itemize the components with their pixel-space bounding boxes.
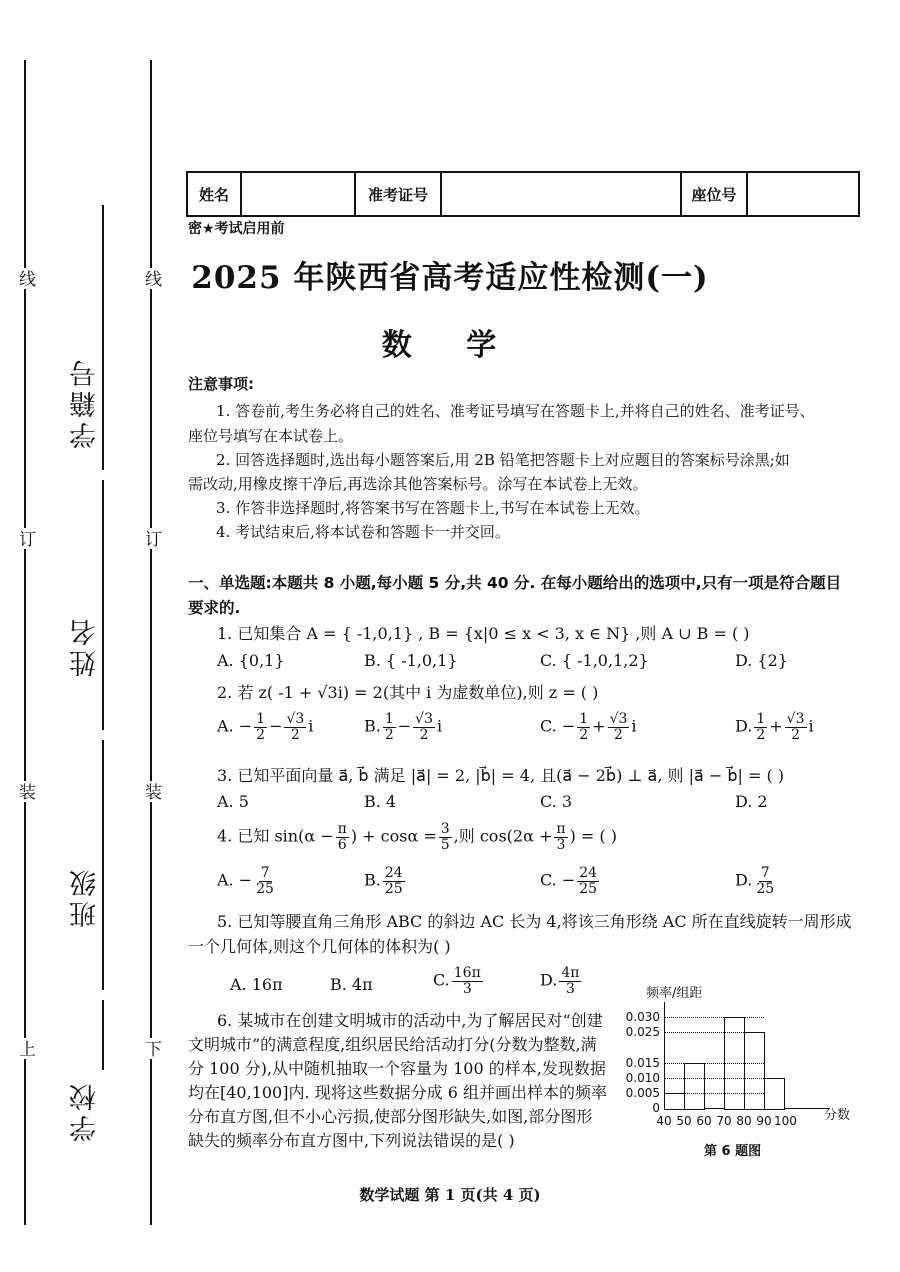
- binding-label: 线: [141, 270, 161, 287]
- fraction: [383, 712, 396, 742]
- fraction: [577, 866, 599, 896]
- y-gridline: [664, 1017, 764, 1018]
- numerator: 24: [384, 865, 403, 881]
- fraction: [254, 866, 276, 896]
- notice-line: 2. 回答选择题时,选出每小题答案后,用 2B 铅笔把答题卡上对应题目的答案标号涂黑;如: [216, 451, 790, 469]
- option-d[interactable]: D. 2: [735, 792, 768, 811]
- question-3-stem: 3. 已知平面向量 a⃗, b⃗ 满足 |a⃗| = 2, |b⃗| = 4, 且(a⃗ − 2b⃗) ⊥ a⃗, 则 |a⃗ − b⃗| = ( ): [217, 766, 785, 785]
- denominator: 3: [556, 836, 566, 853]
- option-prefix: D.: [540, 970, 558, 990]
- question-6-stem: 分布直方图,但不小心污损,使部分图形缺失,如图,部分图形: [188, 1107, 593, 1126]
- denominator: 2: [419, 726, 429, 743]
- option-prefix: C. −: [540, 870, 576, 890]
- numerator: 1: [256, 711, 266, 727]
- y-axis-label: 频率/组距: [646, 986, 703, 1001]
- fraction: [452, 966, 483, 996]
- numerator: √3: [415, 711, 433, 727]
- option-c[interactable]: C. { -1,0,1,2}: [540, 651, 649, 670]
- x-tick-label: 60: [696, 1114, 712, 1128]
- fraction: [754, 712, 767, 742]
- numerator: √3: [786, 711, 805, 727]
- histogram-bar-40-50: [664, 1093, 685, 1110]
- option-b[interactable]: B. 4: [364, 792, 397, 811]
- fraction: [254, 712, 267, 742]
- numerator: 1: [579, 711, 589, 727]
- option-a[interactable]: A. {0,1}: [217, 651, 285, 670]
- question-6-stem: 缺失的频率分布直方图中,下列说法错误的是( ): [188, 1131, 515, 1150]
- question-4-stem: [217, 822, 617, 852]
- numerator: 24: [579, 865, 598, 881]
- binding-label: 下: [141, 1040, 161, 1057]
- school-label: 学校: [70, 1080, 101, 1142]
- option-c[interactable]: [433, 966, 485, 996]
- fraction: [284, 712, 306, 742]
- student-id-label: 学籍号: [70, 356, 101, 449]
- option-d[interactable]: [735, 712, 814, 742]
- x-tick-label: 40: [656, 1114, 672, 1128]
- option-a[interactable]: [217, 866, 278, 896]
- denominator: 25: [756, 880, 775, 897]
- option-a[interactable]: A. 5: [217, 792, 249, 811]
- denominator: 2: [614, 726, 623, 743]
- x-tick-label: 70: [716, 1114, 732, 1128]
- fraction: [559, 966, 581, 996]
- class-label: 班级: [70, 866, 101, 928]
- x-tick-label: 80: [736, 1114, 752, 1128]
- plus-sign: +: [769, 716, 783, 736]
- imag-unit: i: [631, 716, 637, 736]
- denominator: 25: [579, 880, 598, 897]
- x-tick-label: 90: [756, 1114, 772, 1128]
- fraction: [754, 866, 776, 896]
- numerator: √3: [286, 711, 305, 727]
- minus-sign: −: [397, 716, 412, 736]
- notice-line: 3. 作答非选择题时,将答案书写在答题卡上,书写在本试卷上无效。: [216, 499, 650, 517]
- fraction: [439, 822, 452, 852]
- x-axis-label: 分数: [824, 1108, 851, 1123]
- ticket-field[interactable]: [442, 173, 682, 215]
- minus-sign: −: [269, 716, 283, 736]
- option-b[interactable]: B. 4π: [330, 975, 373, 994]
- numerator: √3: [609, 711, 628, 727]
- denominator: 2: [579, 726, 589, 743]
- binding-label: 订: [15, 530, 35, 547]
- fraction: [336, 822, 349, 852]
- option-c[interactable]: C. 3: [540, 792, 573, 811]
- option-prefix: A. −: [217, 716, 253, 736]
- x-tick-label: 50: [676, 1114, 692, 1128]
- page-footer: 数学试题 第 1 页(共 4 页): [359, 1186, 541, 1204]
- page-title: 2025 年陕西省高考适应性检测(一): [191, 260, 709, 296]
- numerator: 7: [260, 865, 270, 881]
- section-heading: 一、单选题:本题共 8 小题,每小题 5 分,共 40 分. 在每小题给出的选项中,只有一项是符合题目: [188, 574, 842, 592]
- option-a[interactable]: A. 16π: [230, 975, 283, 994]
- option-d[interactable]: D. {2}: [735, 651, 788, 670]
- option-c[interactable]: [540, 866, 601, 896]
- class-field[interactable]: [102, 740, 104, 990]
- question-5-stem: 一个几何体,则这个几何体的体积为( ): [188, 937, 451, 956]
- subject-title: 数 学: [381, 328, 519, 363]
- secret-mark: 密★考试启用前: [188, 221, 285, 237]
- option-prefix: D.: [735, 870, 753, 890]
- y-gridline: [664, 1078, 764, 1079]
- denominator: 6: [337, 836, 347, 853]
- option-prefix: B.: [364, 716, 381, 736]
- denominator: 2: [756, 726, 766, 743]
- question-2-stem: 2. 若 z( -1 + √3i) = 2(其中 i 为虚数单位),则 z = ( ): [217, 683, 599, 702]
- option-b[interactable]: [364, 712, 442, 742]
- candidate-info-bar: [186, 171, 860, 217]
- plus-sign: +: [592, 716, 606, 736]
- numerator: 1: [384, 711, 394, 727]
- numerator: 16π: [453, 965, 481, 981]
- denominator: 2: [290, 726, 300, 743]
- y-tick-label: 0.030: [625, 1010, 660, 1025]
- fraction: [785, 712, 807, 742]
- section-heading: 要求的.: [188, 599, 241, 617]
- y-tick-label: 0.015: [625, 1055, 660, 1070]
- fraction: [413, 712, 435, 742]
- histogram: [620, 980, 860, 1160]
- student-name-field[interactable]: [102, 480, 104, 730]
- numerator: 7: [760, 865, 770, 881]
- denominator: 3: [462, 980, 472, 997]
- y-gridline: [664, 1093, 764, 1094]
- y-tick-label: 0.005: [625, 1085, 660, 1100]
- option-d[interactable]: [735, 866, 778, 896]
- y-gridline: [664, 1032, 764, 1033]
- question-5-stem: 5. 已知等腰直角三角形 ABC 的斜边 AC 长为 4,将该三角形绕 AC 所在直线旋转一周形成: [217, 912, 852, 931]
- notice-line: 座位号填写在本试卷上。: [188, 427, 354, 445]
- fraction: [577, 712, 590, 742]
- question-6-stem: 均在[40,100]内. 现将这些数据分成 6 组并画出样本的频率: [188, 1083, 607, 1102]
- notice-line: 4. 考试结束后,将本试卷和答题卡一并交回。: [216, 523, 510, 541]
- notice-heading: 注意事项:: [188, 375, 254, 393]
- numerator: 4π: [561, 965, 580, 981]
- student-name-label: 姓名: [70, 615, 101, 677]
- stem-text: 4. 已知 sin(α −: [217, 826, 334, 846]
- binding-label: 装: [141, 783, 161, 800]
- stem-text: ,则 cos(2α +: [453, 826, 553, 846]
- imag-unit: i: [308, 716, 314, 736]
- fraction: [608, 712, 630, 742]
- seat-label: 座位号: [682, 173, 748, 215]
- binding-label: 装: [15, 783, 35, 800]
- option-prefix: C.: [433, 970, 450, 990]
- numerator: 1: [756, 711, 766, 727]
- histogram-bar-90-100: [764, 1078, 785, 1110]
- notice-line: 需改动,用橡皮擦干净后,再选涂其他答案标号。涂写在本试卷上无效。: [188, 475, 648, 493]
- numerator: 3: [440, 821, 450, 837]
- y-gridline: [664, 1063, 764, 1064]
- numerator: π: [337, 821, 347, 837]
- chart-caption: 第 6 题图: [704, 1144, 762, 1159]
- ticket-label: 准考证号: [356, 173, 442, 215]
- question-6-stem: 6. 某城市在创建文明城市的活动中,为了解居民对“创建: [217, 1011, 603, 1030]
- denominator: 25: [256, 880, 274, 897]
- option-a[interactable]: [217, 712, 313, 742]
- histogram-bar-70-80: [724, 1017, 745, 1110]
- denominator: 2: [384, 726, 394, 743]
- histogram-bar-80-90: [744, 1032, 765, 1110]
- option-b[interactable]: B. { -1,0,1}: [364, 651, 458, 670]
- denominator: 5: [440, 836, 450, 853]
- name-label: 姓名: [188, 173, 242, 215]
- option-prefix: C. −: [540, 716, 576, 736]
- question-6-stem: 分 100 分),从中随机抽取一个容量为 100 的样本,发现数据: [188, 1059, 606, 1078]
- stem-text: ) = ( ): [569, 826, 617, 846]
- numerator: π: [556, 821, 566, 837]
- binding-label: 订: [141, 530, 161, 547]
- name-field[interactable]: [242, 173, 356, 215]
- fraction: [554, 822, 567, 852]
- denominator: 2: [256, 726, 266, 743]
- option-d[interactable]: [540, 966, 583, 996]
- option-b[interactable]: [364, 866, 407, 896]
- question-6-stem: 文明城市”的满意程度,组织居民给活动打分(分数为整数,满: [188, 1035, 597, 1054]
- notice-line: 1. 答卷前,考生务必将自己的姓名、准考证号填写在答题卡上,并将自己的姓名、准考证号、: [216, 402, 815, 420]
- school-field[interactable]: [102, 1000, 104, 1070]
- binding-label: 线: [15, 270, 35, 287]
- option-prefix: D.: [735, 716, 753, 736]
- seat-field[interactable]: [748, 173, 858, 215]
- fraction: [383, 866, 405, 896]
- denominator: 3: [565, 980, 575, 997]
- x-tick-label: 100: [774, 1114, 797, 1128]
- y-tick-label: 0.025: [625, 1025, 660, 1040]
- histogram-bar-50-60: [684, 1063, 705, 1110]
- stem-text: ) + cosα =: [350, 826, 437, 846]
- option-prefix: B.: [364, 870, 381, 890]
- question-1-stem: 1. 已知集合 A = { -1,0,1} , B = {x|0 ≤ x < 3, x ∈ N} ,则 A ∪ B = ( ): [217, 624, 750, 643]
- denominator: 2: [791, 726, 801, 743]
- y-tick-label: 0: [652, 1101, 660, 1115]
- imag-unit: i: [808, 716, 814, 736]
- denominator: 25: [384, 880, 403, 897]
- y-tick-label: 0.010: [625, 1070, 660, 1085]
- binding-label: 上: [15, 1040, 35, 1057]
- option-prefix: A. −: [217, 870, 253, 890]
- imag-unit: i: [437, 716, 443, 736]
- option-c[interactable]: [540, 712, 637, 742]
